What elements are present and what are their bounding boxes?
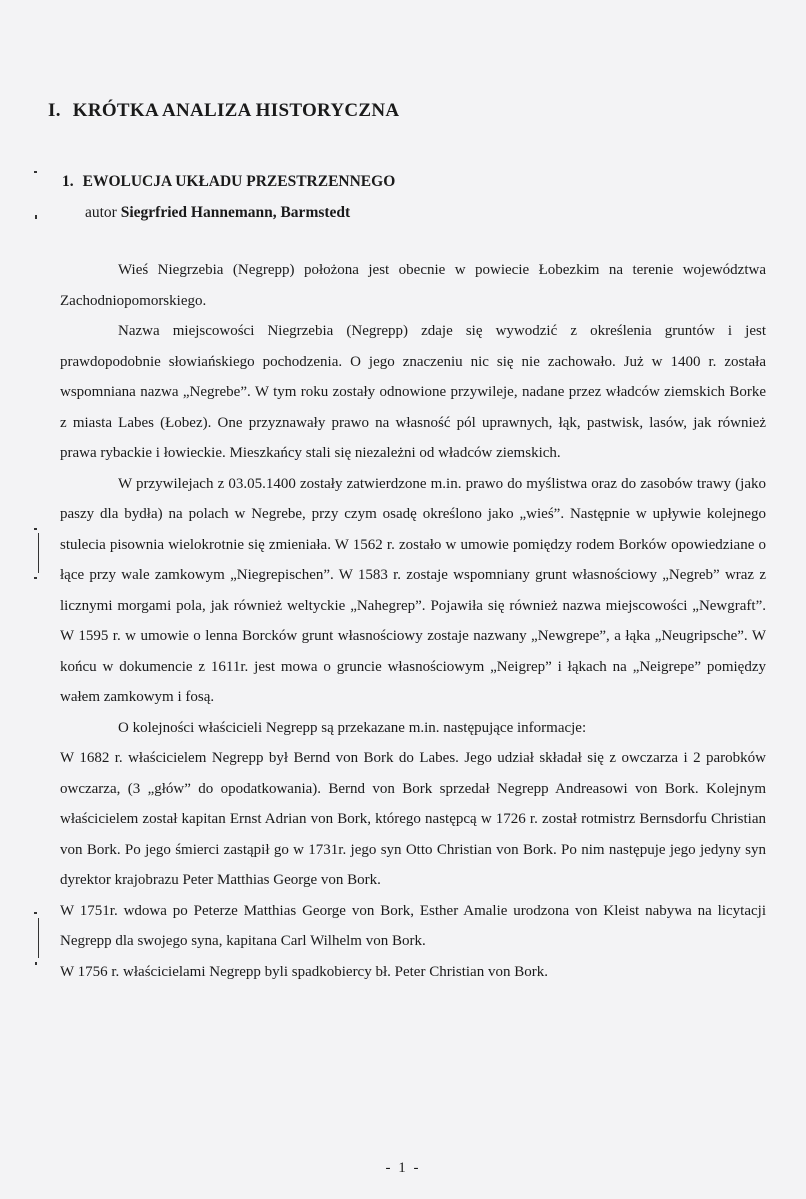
scan-mark [38,533,39,573]
scan-mark [34,577,37,579]
paragraph: Wieś Niegrzebia (Negrepp) położona jest obecnie w powiecie Łobezkim na terenie województwa Zachodniopomorskiego. [60,262,766,309]
body-text [60,255,766,987]
paragraph: O kolejności właścicieli Negrepp są przekazane m.in. następujące informacje: [118,719,587,736]
paragraph: Nazwa miejscowości Niegrzebia (Negrepp) zdaje się wywodzić z określenia gruntów i jest prawdopodobnie słowiańskiego pochodzenia. O jego znaczeniu nic się nie zachowało. Już w 1400 r. została wspomniana nazwa „Negrebe”. W tym roku zostały odnowione przywileje, nadane przez władców ziemskich Borke z miasta Labes (Łobez). One przyznawały prawo na własność pól uprawnych, łąk, pastwisk, lasów, jak również prawa rybackie i łowieckie. Mieszkańcy stali się niezależni od władców ziemskich. [60,323,766,461]
author-prefix: autor [85,204,117,221]
scan-mark [34,171,37,173]
paragraph: W 1751r. wdowa po Peterze Matthias George von Bork, Esther Amalie urodzona von Kleist nabywa na licytacji Negrepp dla swojego syna, kapitana Carl Wilhelm von Bork. [60,902,766,949]
scan-mark [35,215,37,219]
paragraph: W przywilejach z 03.05.1400 zostały zatwierdzone m.in. prawo do myślistwa oraz do zasobów trawy (jako paszy dla bydła) na polach w Negrebe, przy czym osadę określono jako „wieś”. Następnie w upływie kolejnego stulecia pisownia wielokrotnie się zmieniała. W 1562 r. zostało w umowie pomiędzy rodem Borków opowiedziane o łące przy wale zamkowym „Niegrepischen”. W 1583 r. zostaje wspomniany grunt własnościowy „Negreb” wraz z licznymi morgami pola, jak również weltyckie „Nahegrep”. Pojawiła się również nazwa miejscowości „Newgraft”. W 1595 r. w umowie o lenna Borcków grunt własnościowy zostaje nazwany „Newgrepe”, a łąka „Neugripsche”. W końcu w dokumencie z 1611r. jest mowa o gruncie własnościowym „Neigrep” i łąkach na „Neigrepe” pomiędzy wałem zamkowym i fosą. [60,475,766,705]
author-name: Siegrfried Hannemann, Barmstedt [120,204,351,221]
chapter-heading [48,100,399,122]
scan-mark [34,528,37,530]
scan-mark [34,912,37,914]
scan-mark [38,918,39,958]
paragraph: W 1682 r. właścicielem Negrepp był Bernd von Bork do Labes. Jego udział składał się z owczarza i 2 parobków owczarza, (3 „głów” do opodatkowania). Bernd von Bork sprzedał Negrepp Andreasowi von Bork. Kolejnym właścicielem został kapitan Ernst Adrian von Bork, którego następcą w 1726 r. został rotmistrz Bernsdorfu Christian von Bork. Po jego śmierci zastąpił go w 1731r. jego syn Otto Christian von Bork. Po nim następuje jego jedyny syn dyrektor krajobrazu Peter Matthias George von Bork. [60,750,766,888]
page-number: - 1 - [385,1160,421,1176]
section-heading [62,173,395,191]
chapter-number: I. [48,100,61,121]
chapter-title: KRÓTKA ANALIZA HISTORYCZNA [72,100,400,121]
scan-mark [35,962,37,965]
section-title: EWOLUCJA UKŁADU PRZESTRZENNEGO [82,173,396,190]
section-number: 1. [62,173,74,190]
author-line [85,204,350,222]
paragraph: W 1756 r. właścicielami Negrepp byli spadkobiercy bł. Peter Christian von Bork. [60,963,548,980]
